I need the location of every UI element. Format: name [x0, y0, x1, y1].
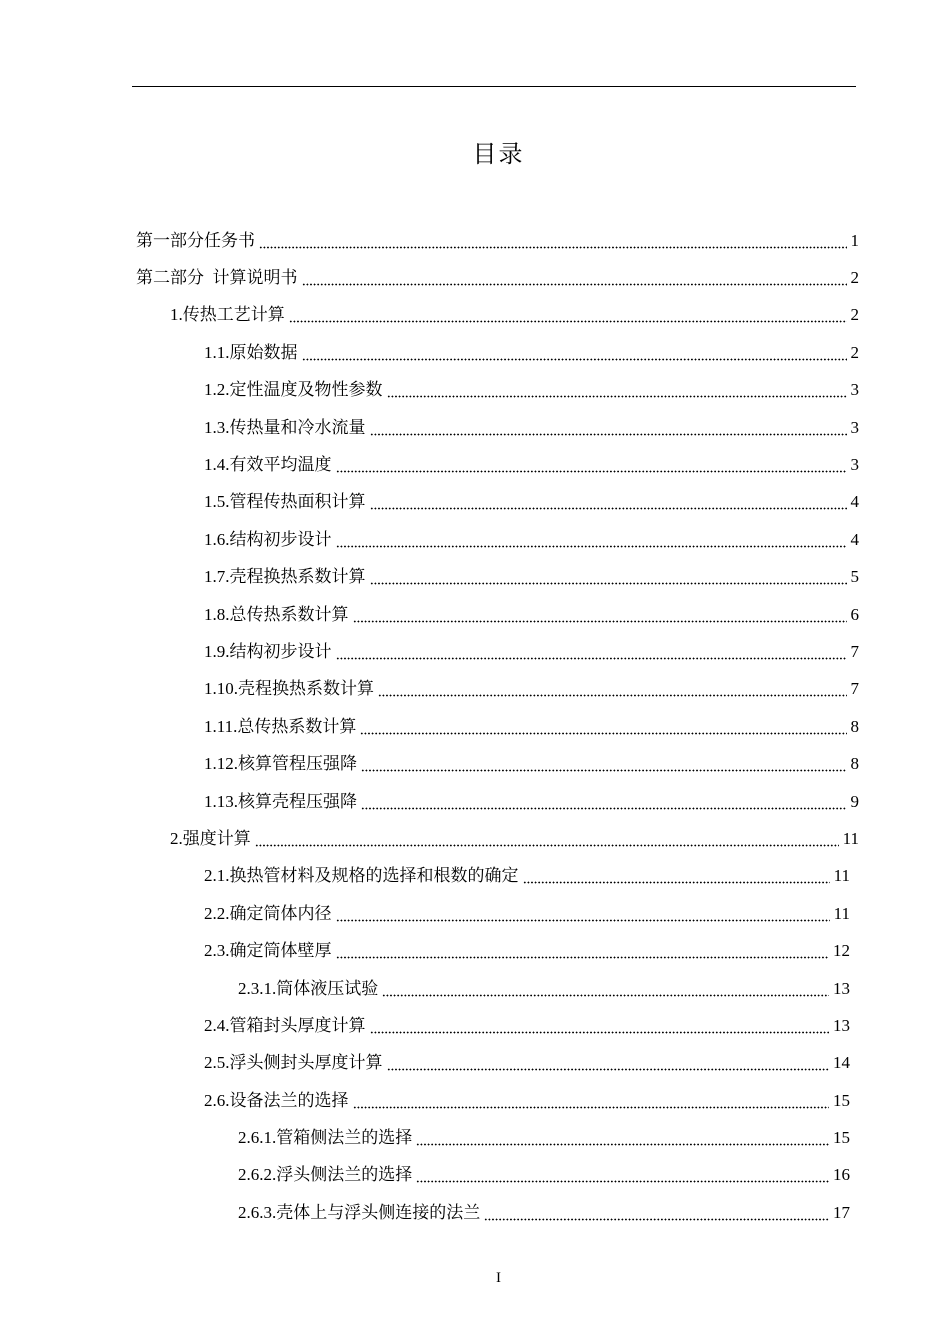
toc-entry-1-9[interactable] [0, 633, 950, 670]
toc-entry-page: 13 [833, 978, 850, 998]
dot-leader [336, 945, 830, 959]
toc-entry-1-2[interactable] [0, 372, 950, 409]
toc-entry-label: 2.4.管箱封头厚度计算 [204, 1015, 366, 1035]
toc-entry-label: 1.12.核算管程压强降 [204, 754, 357, 774]
header-rule [132, 86, 856, 87]
toc-entry-1-8[interactable] [0, 596, 950, 633]
dot-leader [255, 833, 839, 847]
dot-leader [523, 870, 830, 884]
toc-entry-2-6-2[interactable] [0, 1157, 950, 1194]
toc-entry-page: 9 [850, 791, 859, 811]
dot-leader [370, 496, 847, 510]
toc-entry-page: 3 [850, 417, 859, 437]
dot-leader [289, 309, 847, 323]
dot-leader [370, 422, 847, 436]
dot-leader [259, 235, 847, 249]
toc-entry-label: 2.6.3.壳体上与浮头侧连接的法兰 [238, 1202, 481, 1222]
toc-entry-page: 14 [833, 1053, 850, 1073]
toc-entry-page: 5 [850, 567, 859, 587]
toc-entry-label: 2.5.浮头侧封头厚度计算 [204, 1053, 383, 1073]
toc-entry-1-1[interactable] [0, 334, 950, 371]
toc-entry-part-2[interactable] [0, 259, 950, 296]
toc-entry-1-10[interactable] [0, 671, 950, 708]
toc-entry-label: 2.3.1.筒体液压试验 [238, 978, 379, 998]
toc-entry-2-3-1[interactable] [0, 970, 950, 1007]
toc-entry-page: 1 [850, 230, 859, 250]
toc-entry-page: 7 [850, 679, 859, 699]
toc-entry-label: 2.6.2.浮头侧法兰的选择 [238, 1165, 413, 1185]
toc-entry-1-3[interactable] [0, 409, 950, 446]
toc-entry-label: 1.1.原始数据 [204, 342, 298, 362]
dot-leader [353, 609, 847, 623]
toc-entry-page: 2 [850, 268, 859, 288]
dot-leader [336, 459, 847, 473]
toc-entry-label: 第二部分 计算说明书 [136, 268, 298, 288]
dot-leader [336, 646, 847, 660]
toc-entry-label: 2.3.确定筒体壁厚 [204, 941, 332, 961]
dot-leader [360, 721, 846, 735]
dot-leader [361, 758, 847, 772]
toc-entry-page: 12 [833, 941, 850, 961]
dot-leader [416, 1132, 829, 1146]
dot-leader [336, 908, 830, 922]
toc-entry-page: 11 [842, 828, 859, 848]
toc-entry-label: 2.6.设备法兰的选择 [204, 1090, 349, 1110]
dot-leader [302, 347, 847, 361]
dot-leader [382, 983, 829, 997]
dot-leader [370, 1020, 830, 1034]
toc-entry-page: 15 [833, 1128, 850, 1148]
toc-entry-page: 3 [850, 455, 859, 475]
dot-leader [336, 534, 847, 548]
dot-leader [361, 796, 847, 810]
toc-entry-label: 1.2.定性温度及物性参数 [204, 380, 383, 400]
toc-entry-2-6-3[interactable] [0, 1194, 950, 1231]
toc-title: 目录 [472, 142, 525, 168]
toc-entry-1-6[interactable] [0, 521, 950, 558]
toc-entry-1[interactable] [0, 297, 950, 334]
dot-leader [484, 1207, 829, 1221]
toc-entry-page: 15 [833, 1090, 850, 1110]
toc-entry-page: 8 [850, 716, 859, 736]
dot-leader [387, 1057, 830, 1071]
toc-entry-2-6[interactable] [0, 1082, 950, 1119]
dot-leader [302, 272, 847, 286]
toc-entry-1-5[interactable] [0, 484, 950, 521]
toc-entry-page: 11 [833, 866, 850, 886]
dot-leader [378, 683, 847, 697]
toc-entry-page: 2 [850, 305, 859, 325]
toc-entry-label: 1.7.壳程换热系数计算 [204, 567, 366, 587]
toc-entry-page: 8 [850, 754, 859, 774]
toc-entry-label: 1.6.结构初步设计 [204, 529, 332, 549]
toc-entry-page: 7 [850, 641, 859, 661]
dot-leader [387, 384, 847, 398]
toc-entry-label: 1.9.结构初步设计 [204, 641, 332, 661]
toc-entry-label: 1.11.总传热系数计算 [204, 716, 357, 736]
toc-entry-page: 6 [850, 604, 859, 624]
toc-entry-page: 11 [833, 903, 850, 923]
toc-entry-2-4[interactable] [0, 1007, 950, 1044]
toc-entry-2[interactable] [0, 820, 950, 857]
toc-entry-1-13[interactable] [0, 783, 950, 820]
toc-entry-1-4[interactable] [0, 446, 950, 483]
toc-entry-label: 2.1.换热管材料及规格的选择和根数的确定 [204, 866, 519, 886]
toc-entry-label: 2.强度计算 [170, 828, 251, 848]
toc-entry-2-3[interactable] [0, 932, 950, 969]
dot-leader [416, 1169, 829, 1183]
toc-entry-1-12[interactable] [0, 745, 950, 782]
toc-entry-page: 4 [850, 529, 859, 549]
dot-leader [353, 1095, 830, 1109]
toc-entry-2-1[interactable] [0, 858, 950, 895]
toc-entry-label: 1.13.核算壳程压强降 [204, 791, 357, 811]
toc-entry-2-2[interactable] [0, 895, 950, 932]
toc-entry-label: 1.4.有效平均温度 [204, 455, 332, 475]
toc-entry-1-7[interactable] [0, 559, 950, 596]
toc-entry-page: 2 [850, 342, 859, 362]
toc-entry-1-11[interactable] [0, 708, 950, 745]
toc-entry-label: 1.传热工艺计算 [170, 305, 285, 325]
page-number: I [496, 1270, 501, 1286]
toc-entry-2-5[interactable] [0, 1045, 950, 1082]
toc-entry-label: 1.10.壳程换热系数计算 [204, 679, 374, 699]
toc-entry-2-6-1[interactable] [0, 1119, 950, 1156]
toc-entry-part-1[interactable] [0, 222, 950, 259]
toc-entry-page: 16 [833, 1165, 850, 1185]
toc-entry-page: 13 [833, 1015, 850, 1035]
toc-entry-page: 3 [850, 380, 859, 400]
toc-entry-page: 4 [850, 492, 859, 512]
toc-entry-label: 1.3.传热量和冷水流量 [204, 417, 366, 437]
table-of-contents [0, 222, 950, 1232]
toc-entry-label: 1.8.总传热系数计算 [204, 604, 349, 624]
toc-entry-label: 1.5.管程传热面积计算 [204, 492, 366, 512]
dot-leader [370, 571, 847, 585]
toc-entry-label: 2.2.确定筒体内径 [204, 903, 332, 923]
toc-entry-page: 17 [833, 1202, 850, 1222]
toc-entry-label: 第一部分任务书 [136, 230, 255, 250]
toc-entry-label: 2.6.1.管箱侧法兰的选择 [238, 1128, 413, 1148]
